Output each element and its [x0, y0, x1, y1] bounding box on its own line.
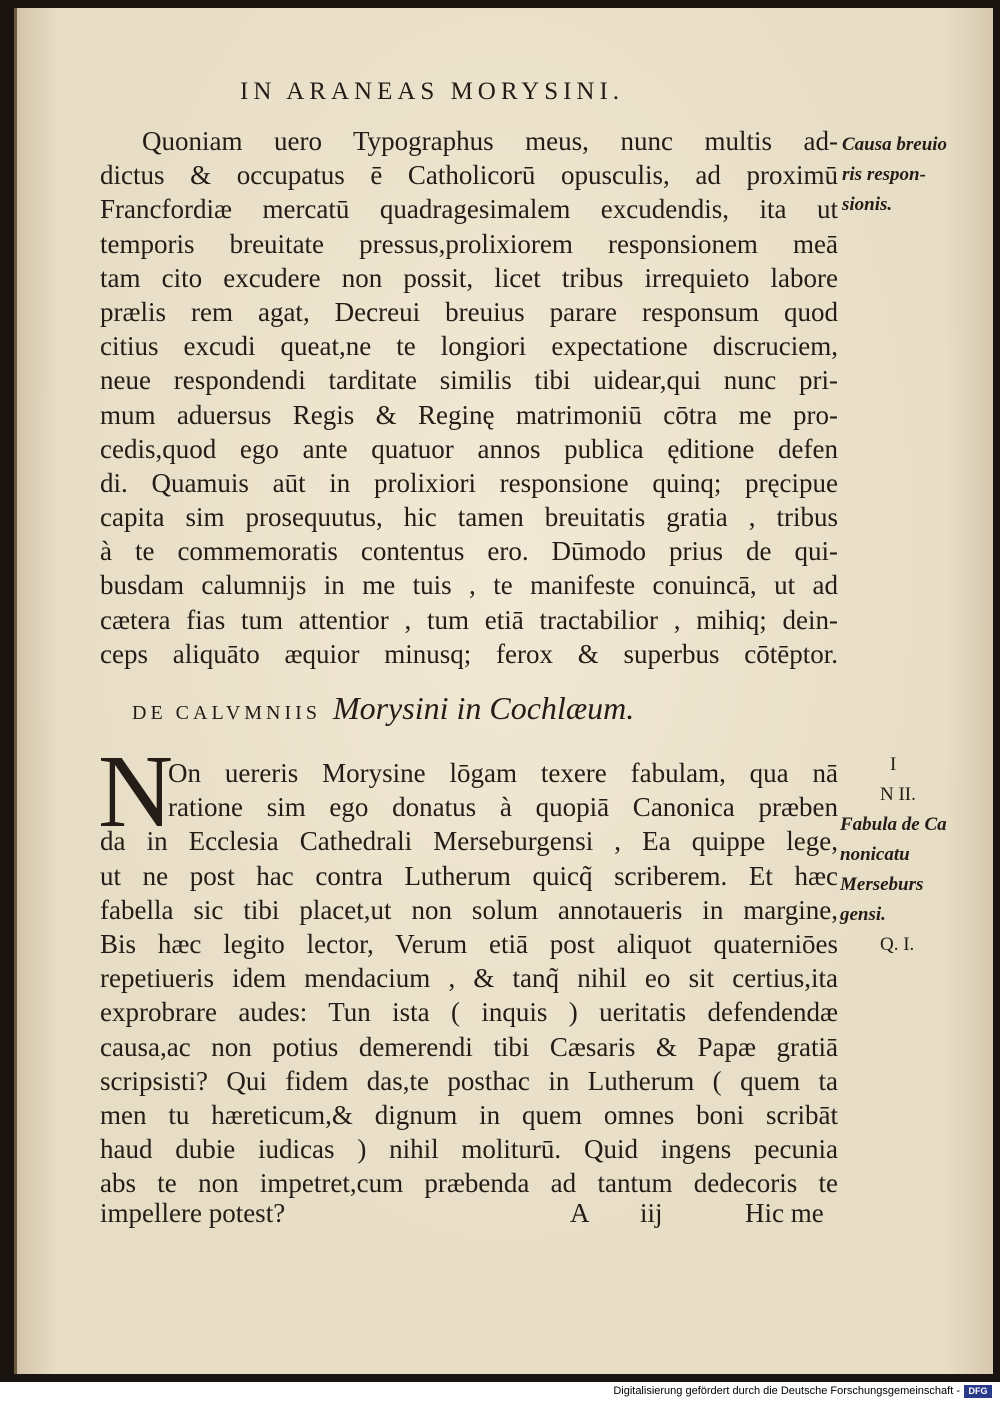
margin-ref: Q. I. [880, 934, 915, 955]
margin-note-line: Merseburs [840, 874, 924, 895]
text-line: da in Ecclesia Cathedrali Merseburgensi , Ea quippe lege, [100, 826, 838, 857]
text-line: haud dubie iudicas ) nihil moliturū. Quid ingens pecunia [100, 1134, 838, 1165]
text-line: ratione sim ego donatus à quopiā Canonica præben [168, 792, 838, 823]
section-heading-caps: DE CALVMNIIS [132, 702, 321, 724]
text-line: abs te non impetret,cum præbenda ad tantum dedecoris te [100, 1168, 838, 1199]
drop-capital: N [98, 734, 174, 849]
footer-bar [0, 1382, 1000, 1402]
text-line: citius excudi queat,ne te longiori expectatione discruciem, [100, 331, 838, 362]
text-line: cætera fias tum attentior , tum etiā tractabilior , mihiq; dein- [100, 604, 838, 635]
margin-ref: I [890, 754, 897, 775]
text-line: scripsisti? Qui fidem das,te posthac in Lutherum ( quem ta [100, 1065, 838, 1096]
margin-note-1 [842, 130, 947, 220]
text-line: cedis,quod ego ante quatuor annos publica ęditione defen [100, 433, 838, 464]
text-line: Bis hæc legito lector, Verum etiā post aliquot quaterniōes [100, 928, 838, 959]
margin-note-line: Fabula de Ca [840, 814, 947, 835]
margin-note-2 [840, 750, 947, 960]
text-line: fabella sic tibi placet,ut non solum annotaueris in margine, [100, 894, 838, 925]
running-head: IN ARANEAS MORYSINI. [240, 78, 625, 105]
text-line: causa,ac non potius demerendi tibi Cæsaris & Papæ gratiā [100, 1031, 838, 1062]
margin-note-line: ris respon- [842, 164, 926, 185]
section-heading [132, 690, 634, 727]
margin-ref: N II. [880, 784, 916, 805]
dfg-logo: DFG [964, 1385, 992, 1398]
margin-note-line: gensi. [840, 904, 886, 925]
catch-line [100, 1198, 838, 1234]
text-line: à te commemoratis contentus ero. Dūmodo prius de qui- [100, 536, 838, 567]
margin-note-line: sionis. [842, 194, 893, 215]
text-line: mum aduersus Regis & Reginę matrimoniū cōtra me pro- [100, 399, 838, 430]
text-line: Francfordiæ mercatū quadragesimalem excudendis, ita ut [100, 194, 838, 225]
text-line: repetiueris idem mendacium , & tanq̃ nihil eo sit certius,ita [100, 963, 838, 994]
text-line: tam cito excudere non possit, licet tribus irrequieto labore [100, 262, 838, 293]
text-line: exprobrare audes: Tun ista ( inquis ) ueritatis defendendæ [100, 997, 838, 1028]
footer-credit: Digitalisierung gefördert durch die Deutsche Forschungsgemeinschaft - [613, 1385, 960, 1397]
signature-mark: A [570, 1198, 590, 1228]
text-line: di. Quamuis aūt in prolixiori responsione quinq; pręcipue [100, 467, 838, 498]
paragraph-2 [100, 756, 838, 1200]
text-line: dictus & occupatus ē Catholicorū opusculis, ad proximū [100, 160, 838, 191]
paragraph-1 [100, 124, 838, 671]
text-line: temporis breuitate pressus,prolixiorem responsionem meā [100, 228, 838, 259]
text-line: Quoniam uero Typographus meus, nunc multis ad- [142, 126, 838, 156]
text-line: ut ne post hac contra Lutherum quicq̃ scriberem. Et hæc [100, 860, 838, 891]
margin-note-line: nonicatu [840, 844, 910, 865]
catchword: Hic me [745, 1198, 824, 1228]
text-line: prælis rem agat, Decreui breuius parare responsum quod [100, 296, 838, 327]
text-line: busdam calumnijs in me tuis , te manifeste conuincā, ut ad [100, 570, 838, 601]
text-line: capita sim prosequutus, hic tamen breuitatis gratia , tribus [100, 502, 838, 533]
margin-note-line: Causa breuio [842, 134, 948, 155]
leaf-number: iij [640, 1198, 663, 1228]
last-text-line: impellere potest? [100, 1198, 286, 1228]
text-line: ceps aliquāto æquior minusq; ferox & superbus cōtēptor. [100, 638, 838, 669]
text-line: On uereris Morysine lōgam texere fabulam, qua nā [168, 758, 838, 788]
section-heading-text: Morysini in Cochlæum. [332, 690, 635, 726]
text-line: men tu hæreticum,& dignum in quem omnes boni scribāt [100, 1099, 838, 1130]
text-line: neue respondendi tarditate similis tibi uidear,qui nunc pri- [100, 365, 838, 396]
